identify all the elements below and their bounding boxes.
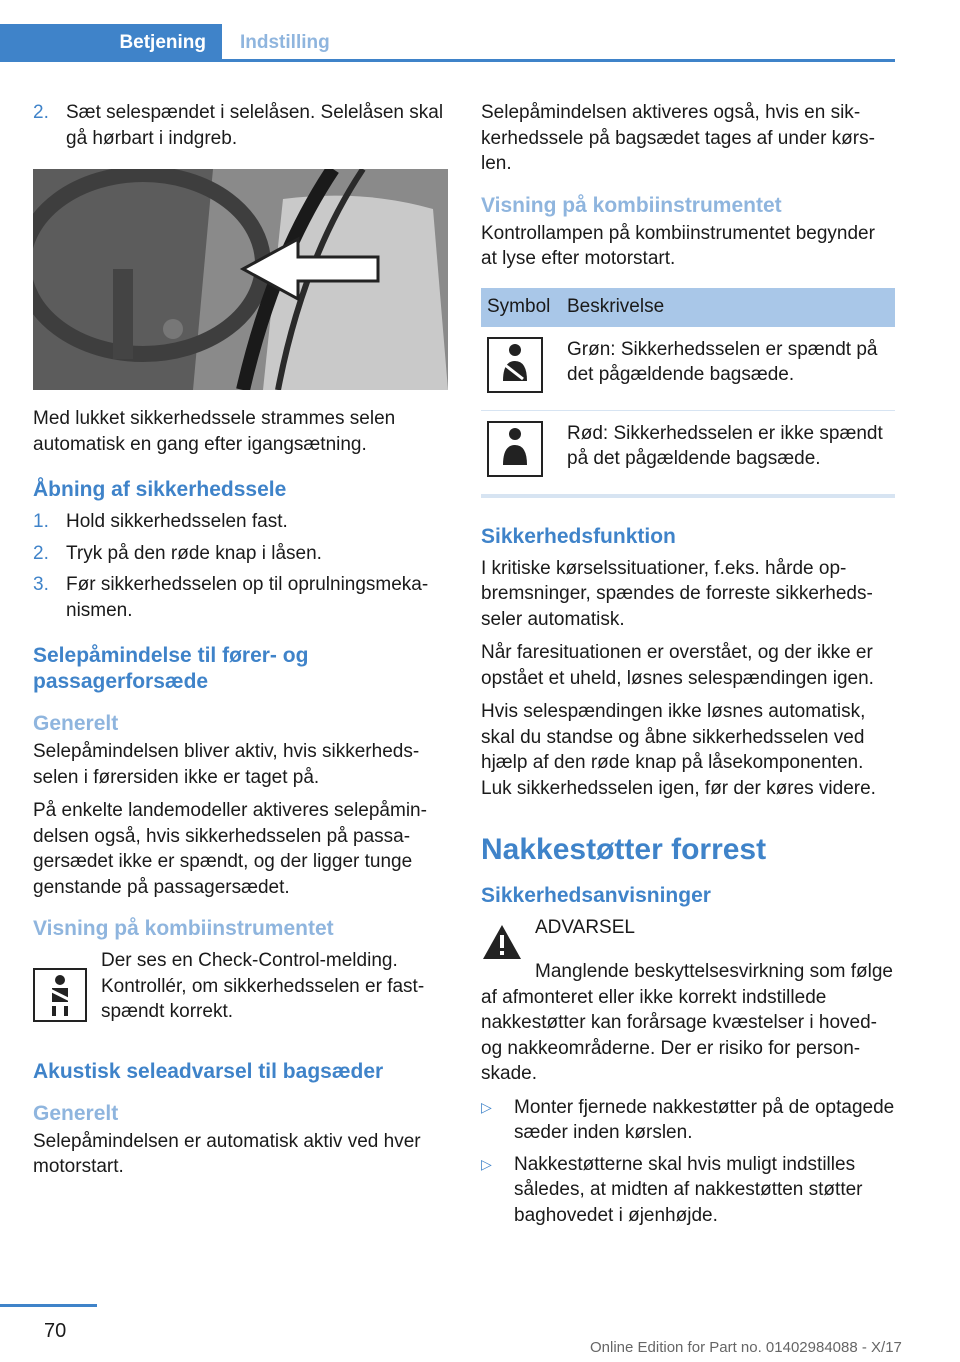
symbol-table bbox=[481, 288, 895, 498]
table-row bbox=[481, 411, 895, 498]
left-column bbox=[33, 100, 448, 1188]
seat-illustration bbox=[33, 169, 448, 390]
section-heading: Sikkerhedsfunktion bbox=[481, 524, 676, 548]
step-text: Tryk på den røde knap i låsen. bbox=[66, 542, 322, 564]
paragraph: Der ses en Check-Control-melding. Kontrollér, om sikkerhedsselen er fastspændt korrekt. bbox=[101, 950, 425, 1022]
seatbelt-buckle-photo bbox=[33, 169, 448, 390]
check-control-row bbox=[33, 948, 448, 1033]
step-number: 2. bbox=[33, 102, 49, 123]
warning-triangle-icon bbox=[481, 923, 523, 961]
section-heading: Sikkerhedsanvisninger bbox=[481, 884, 711, 907]
warning-title: ADVARSEL bbox=[535, 917, 635, 938]
table-row bbox=[481, 327, 895, 411]
paragraph: På enkelte landemodeller aktiveres selepåmindelsen også, hvis sikkerhedsselen på passagersædet ikke er spændt, og der ligger tunge genstande på passagersædet. bbox=[33, 800, 427, 898]
paragraph: Selepåmindelsen er automatisk aktiv ved hver motorstart. bbox=[33, 1130, 421, 1177]
edition-text: Online Edition for Part no. 01402984088 - X/17 bbox=[590, 1339, 902, 1356]
chapter-heading: Nakkestøtter forrest bbox=[481, 833, 767, 866]
section-heading: Selepåmindelse til fører- og passagerforsæde bbox=[33, 644, 309, 693]
chapter-tab-bar bbox=[0, 24, 895, 62]
paragraph: Når faresituationen er overstået, og der ikke er opstået et uheld, løsnes selespændingen igen. bbox=[481, 642, 874, 689]
right-column bbox=[481, 100, 896, 1234]
step-number: 2. bbox=[33, 542, 49, 564]
footer-rule bbox=[0, 1304, 97, 1307]
table-header bbox=[481, 288, 895, 327]
warning-text: Manglende beskyttelsesvirkning som følge af afmonteret eller ikke korrekt indstillede nakkestøtter kan forårsage kvæstelser i hoved- og nakkeområderne. Der er risiko for personskade. bbox=[481, 961, 894, 1084]
open-steps bbox=[33, 509, 448, 623]
subsection-heading: Generelt bbox=[33, 712, 119, 735]
paragraph: I kritiske kørselssituationer, f.eks. hårde opbremsninger, spændes de forreste sikkerhedsseler automatisk. bbox=[481, 557, 873, 630]
subsection-heading: Visning på kombiinstrumentet bbox=[481, 193, 782, 217]
tab-indstilling[interactable]: Indstilling bbox=[240, 32, 330, 53]
symbol-description: Grøn: Sikkerhedsselen er spændt på det pågældende bagsæde. bbox=[567, 338, 878, 385]
bullet-triangle-icon: ▷ bbox=[481, 1098, 492, 1115]
section-heading: Åbning af sikkerhedssele bbox=[33, 478, 287, 501]
symbol-description: Rød: Sikkerhedsselen er ikke spændt på det pågældende bagsæde. bbox=[567, 422, 883, 469]
page-number: 70 bbox=[44, 1320, 67, 1342]
paragraph: Hvis selespændingen ikke løsnes automatisk, skal du standse og åbne sikkerhedsselen ved hjælp af den røde knap på låsekomponenten. Luk sikkerhedsselen igen, før der køres videre. bbox=[481, 701, 876, 799]
list-item bbox=[481, 1095, 896, 1146]
paragraph: Kontrollampen på kombiinstrumentet begynder at lyse efter motorstart. bbox=[481, 222, 875, 269]
list-item bbox=[481, 1152, 896, 1229]
subsection-heading: Generelt bbox=[33, 1101, 119, 1125]
paragraph: Selepåmindelsen aktiveres også, hvis en sikkerhedssele på bagsædet tages af under kørslen. bbox=[481, 102, 875, 174]
step-text: Sæt selespændet i selelåsen. Selelåsen skal gå hørbart i indgreb. bbox=[66, 102, 444, 149]
column-header-symbol: Symbol bbox=[487, 296, 551, 317]
step-number: 1. bbox=[33, 511, 49, 532]
paragraph: Selepåmindelsen bliver aktiv, hvis sikkerhedsselen i førersiden ikke er taget på. bbox=[33, 741, 420, 788]
column-header-description: Beskrivelse bbox=[567, 296, 665, 317]
step-number: 3. bbox=[33, 574, 49, 595]
list-item bbox=[33, 100, 448, 151]
seatbelt-fastened-icon bbox=[481, 337, 567, 398]
seatbelt-warning-icon bbox=[33, 968, 87, 1022]
fasten-steps bbox=[33, 100, 448, 151]
bullet-triangle-icon: ▷ bbox=[481, 1155, 492, 1172]
subsection-heading: Visning på kombiinstrumentet bbox=[33, 917, 334, 940]
step-text: Før sikkerhedsselen op til oprulningsmekanismen. bbox=[66, 574, 429, 621]
warning-block bbox=[481, 915, 896, 961]
seatbelt-unfastened-icon bbox=[481, 421, 567, 482]
step-text: Hold sikkerhedsselen fast. bbox=[66, 511, 288, 532]
list-item bbox=[33, 509, 448, 535]
tab-betjening[interactable]: Betjening bbox=[0, 24, 222, 59]
list-item bbox=[33, 572, 448, 623]
bullet-text: Monter fjernede nakkestøtter på de optagede sæder inden kørslen. bbox=[514, 1096, 895, 1143]
warning-content bbox=[535, 915, 635, 945]
list-item bbox=[33, 541, 448, 567]
paragraph: Med lukket sikkerhedssele strammes selen automatisk en gang efter igangsætning. bbox=[33, 408, 396, 455]
bullet-text: Nakkestøtterne skal hvis muligt indstilles således, at midten af nakkestøtten støtter baghovedet i øjenhøjde. bbox=[514, 1153, 863, 1226]
headrest-bullets bbox=[481, 1095, 896, 1229]
section-heading: Akustisk seleadvarsel til bagsæder bbox=[33, 1059, 384, 1083]
